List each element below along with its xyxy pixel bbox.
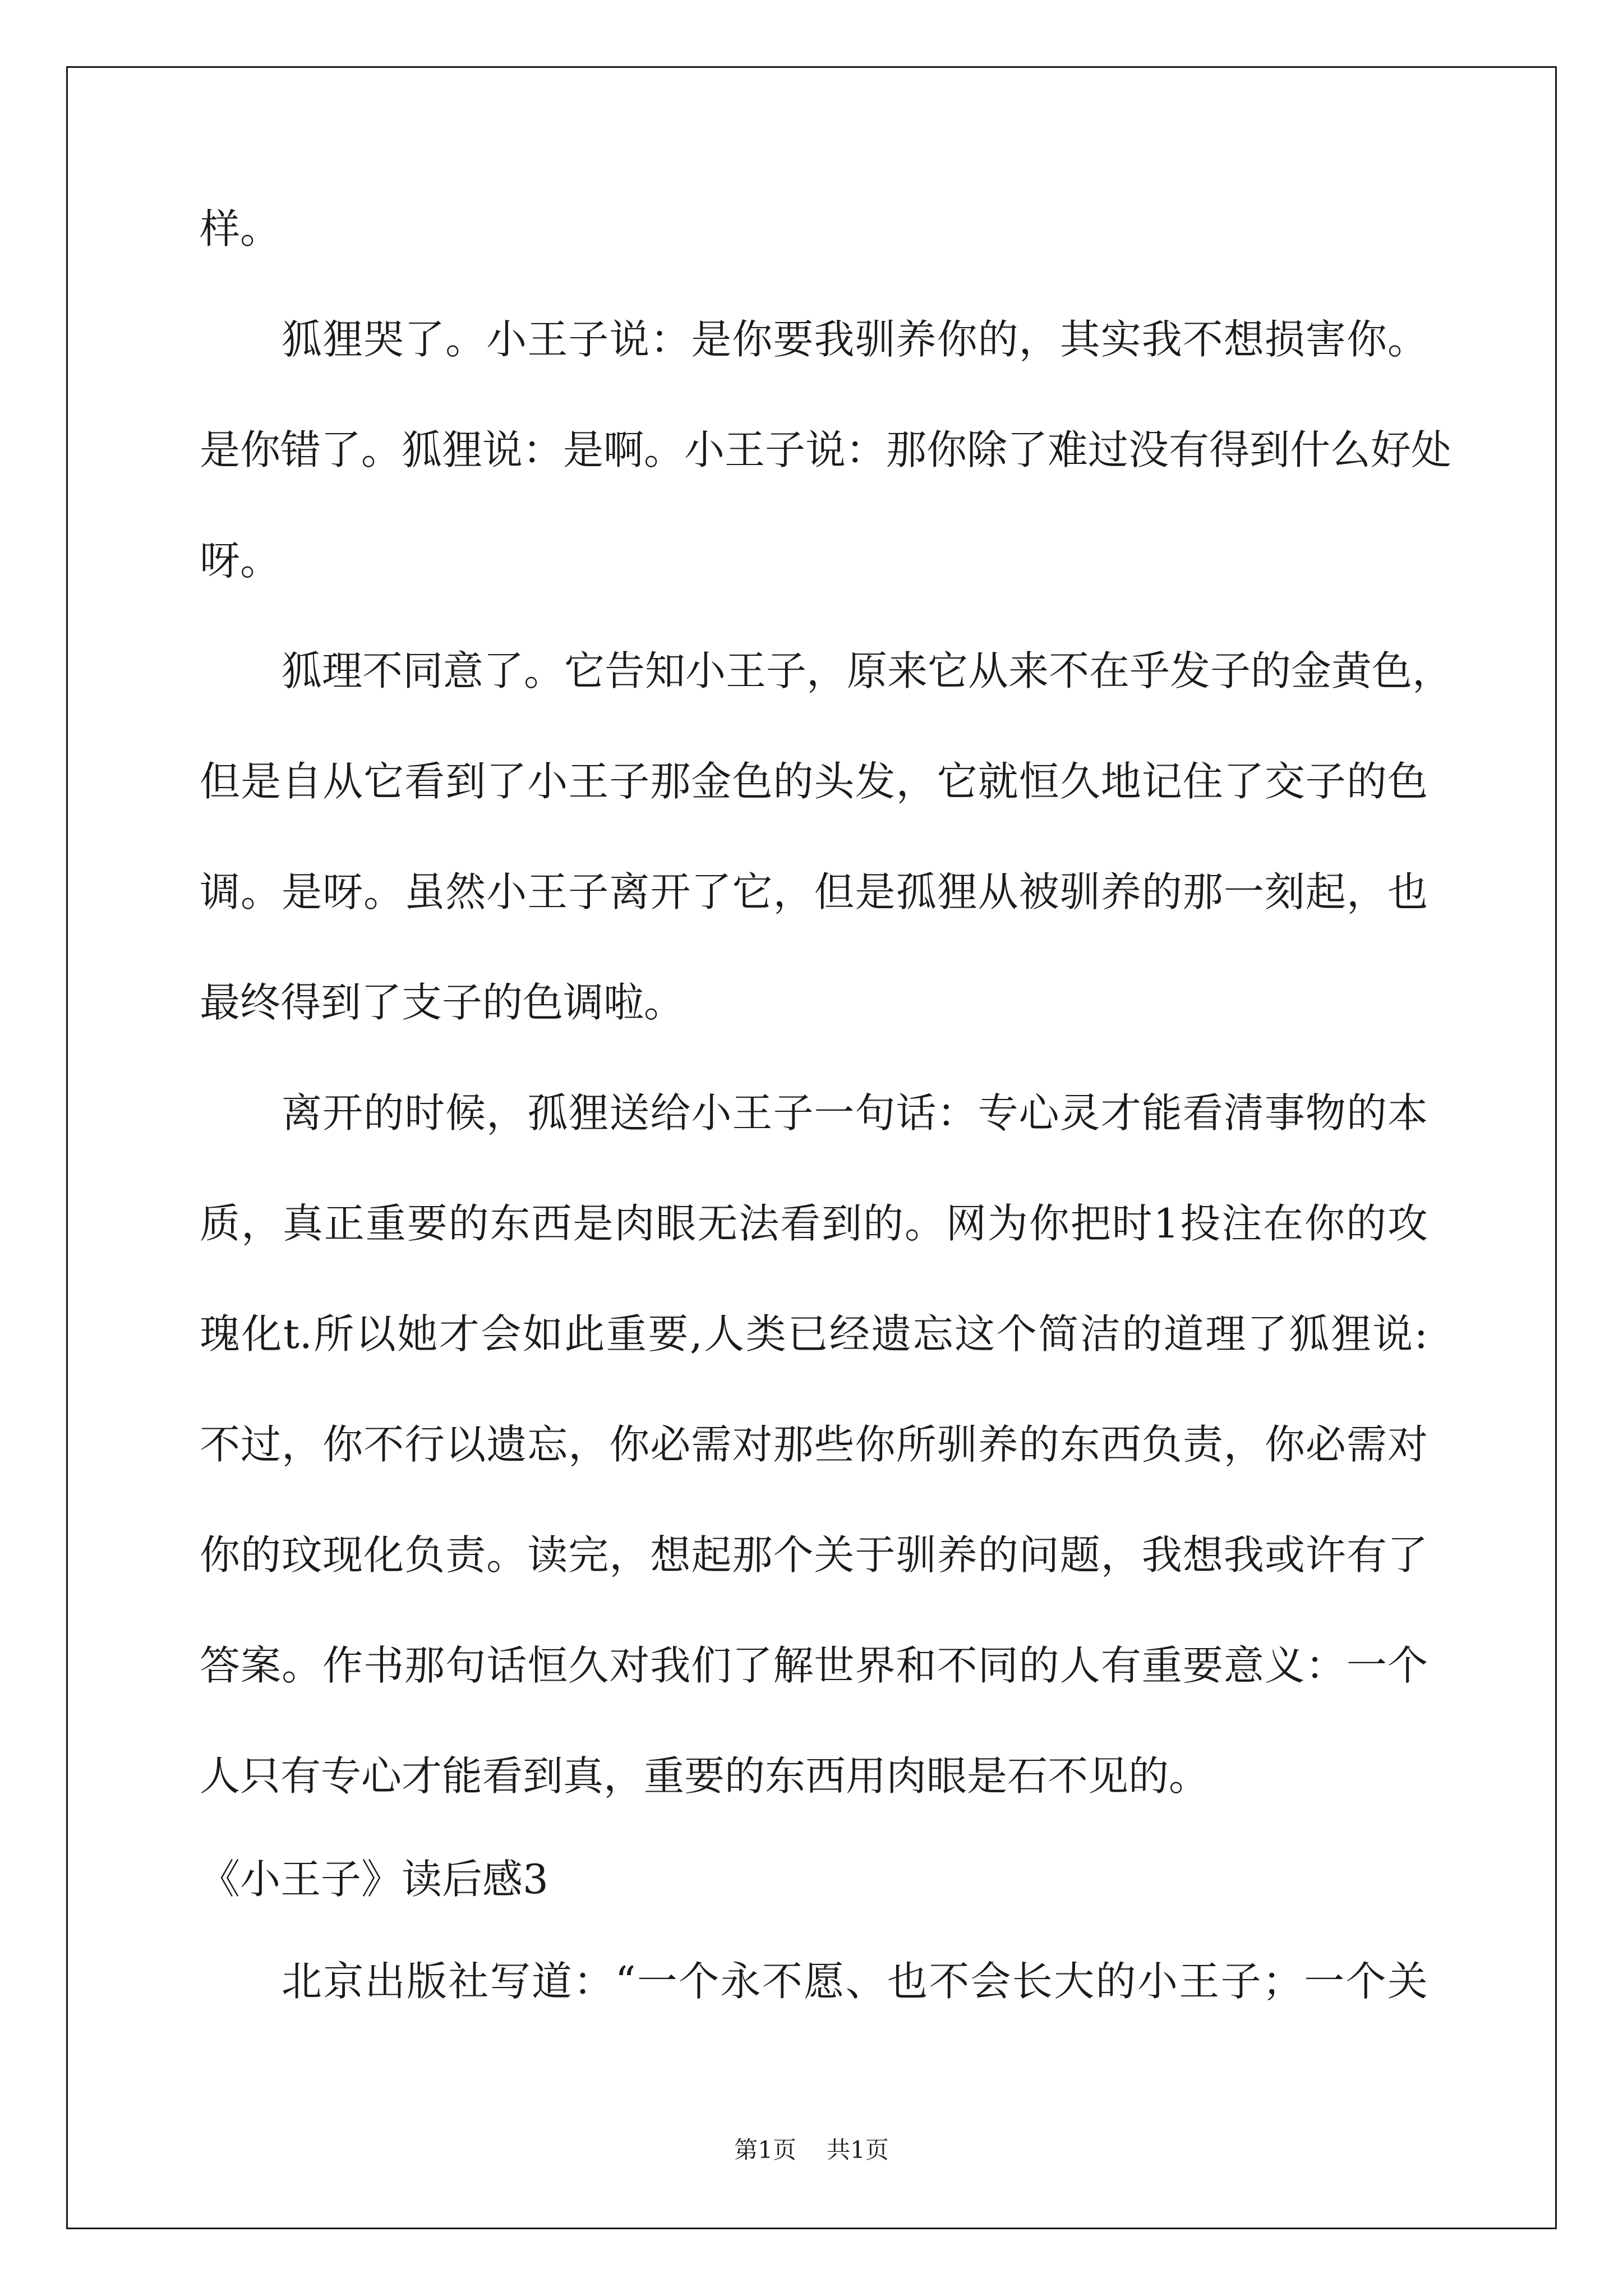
text-line-7: 调。是呀。虽然小王子离开了它，但是孤狸从被驯养的那一刻起，也 xyxy=(200,868,1428,915)
text-line-15: 人只有专心才能看到真，重要的东西用肉眼是石不见的。 xyxy=(200,1752,1210,1800)
text-line-11: 瑰化t.所以她才会如此重要,人类已经遗忘这个简洁的道理了狐狸说: xyxy=(200,1310,1428,1358)
text-line-6: 但是自从它看到了小王子那金色的头发，它就恒久地记住了交子的色 xyxy=(200,758,1428,805)
text-line-9: 离开的时候，孤狸送给小王子一句话：专心灵才能看清事物的本 xyxy=(282,1089,1428,1137)
text-line-13: 你的玟现化负责。读完，想起那个关于驯养的问题，我想我或许有了 xyxy=(200,1531,1428,1579)
section-heading: 《小王子》读后感3 xyxy=(200,1856,548,1903)
text-line-10: 质，真正重要的东西是肉眼无法看到的。网为你把时1投注在你的攻 xyxy=(200,1200,1428,1247)
page-total: 共1页 xyxy=(827,2136,889,2164)
text-line-8: 最终得到了支子的色调啦。 xyxy=(200,979,685,1026)
text-line-12: 不过，你不行以遗忘，你必需对那些你所驯养的东西负责，你必需对 xyxy=(200,1421,1428,1468)
page-border xyxy=(66,66,1557,2229)
text-line-5: 狐理不同意了。它告知小王子，原来它从来不在乎发子的金黄色， xyxy=(282,647,1453,694)
text-line-3: 是你错了。狐狸说：是啊。小王子说：那你除了难过没有得到什么好处 xyxy=(200,426,1452,473)
page-footer xyxy=(0,2132,1623,2165)
text-line-1: 样。 xyxy=(200,205,281,252)
text-line-4: 呀。 xyxy=(200,537,281,584)
text-line-14: 答案。作书那句话恒久对我们了解世界和不同的人有重要意义：一个 xyxy=(200,1642,1428,1689)
page-number: 第1页 xyxy=(734,2136,796,2164)
text-line-2: 狐狸哭了。小王子说：是你要我驯养你的，其实我不想损害你。 xyxy=(282,316,1428,363)
text-line-17: 北京出版社写道：“一个永不愿、也不会长大的小王子；一个关 xyxy=(282,1958,1428,2005)
